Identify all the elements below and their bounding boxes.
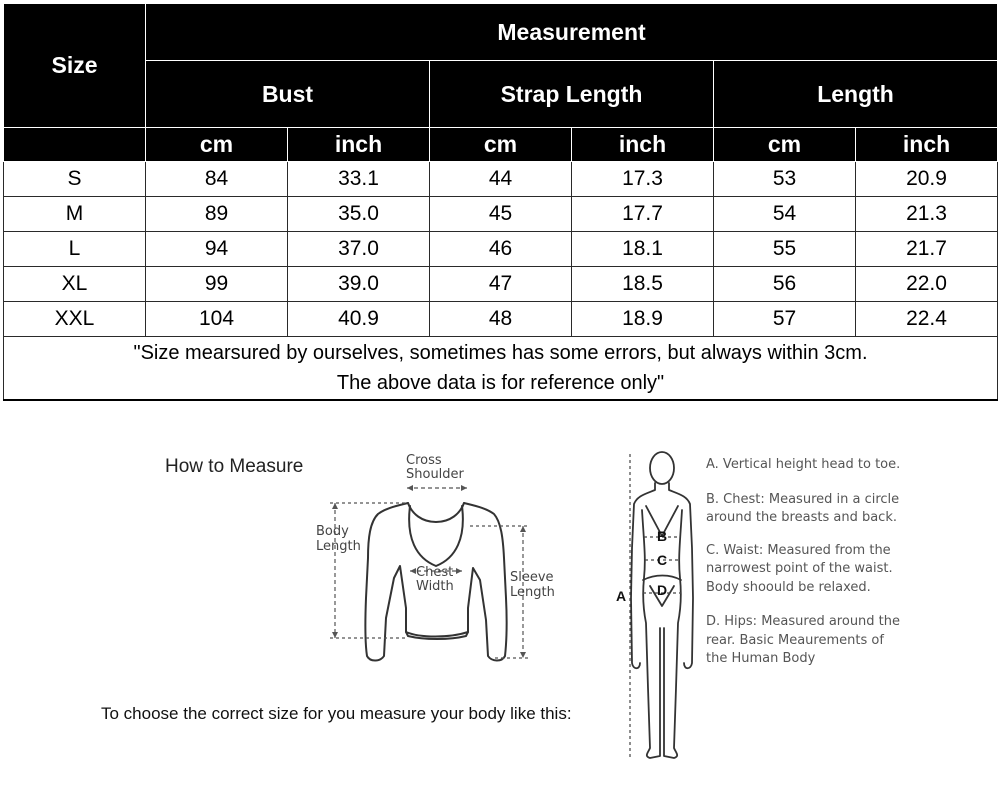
sleeve-length-label-1: Sleeve bbox=[510, 570, 554, 585]
table-cell: 47 bbox=[430, 267, 572, 302]
table-cell: 37.0 bbox=[288, 232, 430, 267]
table-cell: 54 bbox=[714, 197, 856, 232]
unit-header: cm bbox=[430, 128, 572, 162]
label-c: C bbox=[657, 552, 668, 568]
table-row bbox=[4, 267, 998, 302]
chest-width-label-1: Chest bbox=[416, 565, 454, 580]
measurement-header: Measurement bbox=[146, 4, 998, 61]
unit-header: inch bbox=[572, 128, 714, 162]
table-cell: 56 bbox=[714, 267, 856, 302]
sleeve-length-label-2: Length bbox=[510, 585, 555, 600]
note-a: A. Vertical height head to toe. bbox=[706, 457, 901, 472]
table-cell: 45 bbox=[430, 197, 572, 232]
table-cell: 33.1 bbox=[288, 162, 430, 197]
human-body-icon bbox=[631, 452, 693, 758]
table-cell: 18.9 bbox=[572, 302, 714, 337]
table-cell: 18.1 bbox=[572, 232, 714, 267]
label-d: D bbox=[657, 582, 668, 598]
strap-length-header: Strap Length bbox=[430, 61, 714, 128]
unit-header-blank bbox=[4, 128, 146, 162]
length-header: Length bbox=[714, 61, 998, 128]
label-b: B bbox=[657, 528, 668, 544]
table-row bbox=[4, 162, 998, 197]
table-cell: 18.5 bbox=[572, 267, 714, 302]
table-cell: 104 bbox=[146, 302, 288, 337]
bust-header: Bust bbox=[146, 61, 430, 128]
note-b: B. Chest: Measured in a circle around the breasts and back. bbox=[706, 491, 900, 525]
chest-width-label-2: Width bbox=[416, 579, 454, 594]
table-cell: 35.0 bbox=[288, 197, 430, 232]
table-cell: 22.0 bbox=[856, 267, 998, 302]
disclaimer-line-1: "Size mearsured by ourselves, sometimes has some errors, but always within 3cm. bbox=[133, 342, 868, 364]
body-figure-diagram bbox=[610, 448, 710, 768]
cross-shoulder-label-2: Shoulder bbox=[406, 467, 464, 482]
table-cell: 17.3 bbox=[572, 162, 714, 197]
disclaimer-note bbox=[4, 337, 998, 401]
size-cell: L bbox=[4, 232, 146, 267]
disclaimer-line-2: The above data is for reference only" bbox=[336, 372, 665, 394]
size-cell: M bbox=[4, 197, 146, 232]
cross-shoulder-label-1: Cross bbox=[406, 453, 442, 468]
table-cell: 40.9 bbox=[288, 302, 430, 337]
table-row bbox=[4, 197, 998, 232]
size-cell: XL bbox=[4, 267, 146, 302]
table-cell: 55 bbox=[714, 232, 856, 267]
size-cell: S bbox=[4, 162, 146, 197]
label-a: A bbox=[616, 588, 627, 604]
note-d: D. Hips: Measured around the rear. Basic Meaurements of the Human Body bbox=[706, 614, 901, 666]
table-cell: 22.4 bbox=[856, 302, 998, 337]
table-cell: 20.9 bbox=[856, 162, 998, 197]
table-cell: 21.3 bbox=[856, 197, 998, 232]
how-to-measure-title: How to Measure bbox=[165, 456, 304, 477]
size-cell: XXL bbox=[4, 302, 146, 337]
table-cell: 89 bbox=[146, 197, 288, 232]
body-length-label-1: Body bbox=[316, 524, 349, 539]
size-column-header: Size bbox=[4, 4, 146, 128]
table-cell: 99 bbox=[146, 267, 288, 302]
table-row bbox=[4, 232, 998, 267]
table-row bbox=[4, 302, 998, 337]
table-cell: 84 bbox=[146, 162, 288, 197]
body-length-label-2: Length bbox=[316, 539, 361, 554]
measurement-notes bbox=[706, 456, 906, 685]
table-cell: 39.0 bbox=[288, 267, 430, 302]
table-cell: 17.7 bbox=[572, 197, 714, 232]
unit-header: cm bbox=[146, 128, 288, 162]
size-chart-table bbox=[3, 3, 998, 401]
table-cell: 57 bbox=[714, 302, 856, 337]
table-cell: 21.7 bbox=[856, 232, 998, 267]
note-c: C. Waist: Measured from the narrowest point of the waist. Body shoould be relaxed. bbox=[706, 542, 893, 595]
table-cell: 46 bbox=[430, 232, 572, 267]
sweater-diagram bbox=[310, 448, 560, 673]
unit-header: cm bbox=[714, 128, 856, 162]
table-cell: 94 bbox=[146, 232, 288, 267]
unit-header: inch bbox=[288, 128, 430, 162]
unit-header: inch bbox=[856, 128, 998, 162]
table-cell: 44 bbox=[430, 162, 572, 197]
body-measure-lines bbox=[630, 454, 681, 760]
table-cell: 48 bbox=[430, 302, 572, 337]
choose-size-instruction: To choose the correct size for you measure your body like this: bbox=[101, 704, 572, 723]
table-cell: 53 bbox=[714, 162, 856, 197]
